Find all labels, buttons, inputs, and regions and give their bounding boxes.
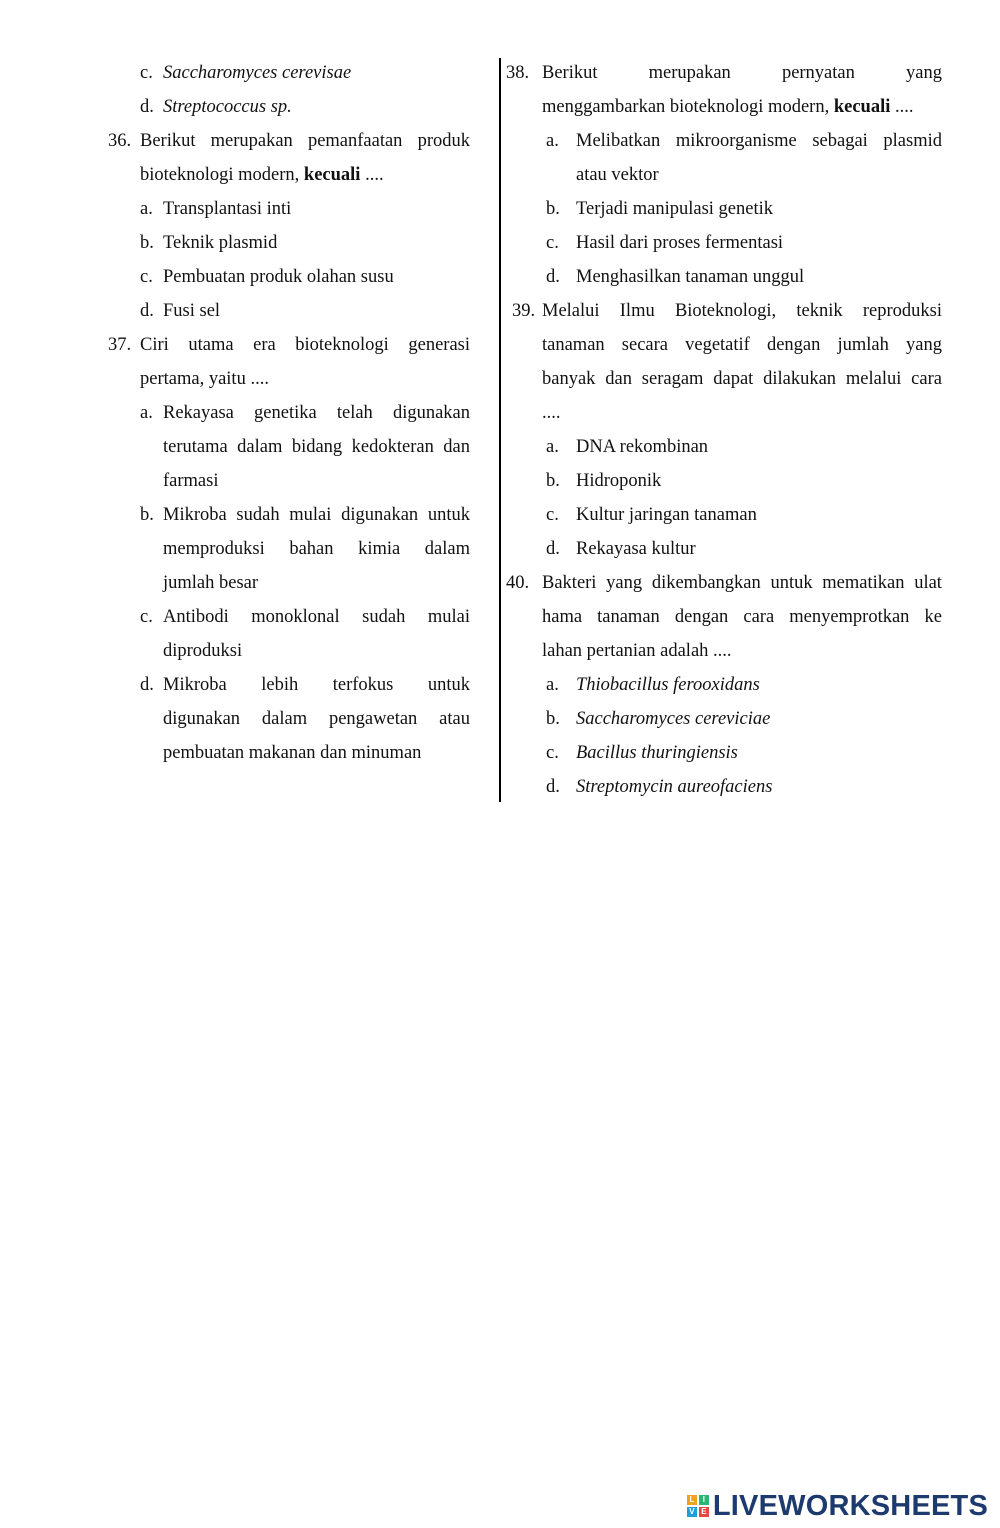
option-text: Saccharomyces cereviciae [576,709,771,729]
question-number: 39. [512,301,536,321]
q38-stem-line2 [506,90,942,124]
left-column [108,56,470,770]
logo-tile: E [699,1507,709,1517]
option-text: farmasi [163,471,219,491]
option-text: Menghasilkan tanaman unggul [576,267,805,287]
question-stem-ellipsis: .... [365,165,384,185]
q37-option-a [108,396,470,430]
option-text: Streptococcus sp. [163,97,292,117]
question-stem-line: banyak dan seragam dapat dilakukan melalui cara [542,369,942,389]
question-stem-line: Berikut merupakan pemanfaatan produk [140,131,470,151]
option-text: Hidroponik [576,471,662,491]
option-label: b. [140,505,154,525]
option-label: a. [546,131,559,151]
option-label: c. [546,743,559,763]
option-text: Mikroba lebih terfokus untuk [163,675,470,695]
option-text: Hasil dari proses fermentasi [576,233,784,253]
logo-tile: V [687,1507,697,1517]
q39-stem [506,294,942,328]
q38-option-a-line2 [506,158,942,192]
q37-option-d [108,668,470,702]
option-label: a. [546,437,559,457]
option-label: d. [546,777,560,797]
q37-option-b [108,498,470,532]
q37-option-c-line2 [108,634,470,668]
liveworksheets-logo [687,1488,988,1524]
option-label: d. [546,267,560,287]
q40-option-a [506,668,942,702]
q37-option-b-line3 [108,566,470,600]
q38-option-a [506,124,942,158]
option-text: Streptomycin aureofaciens [576,777,773,797]
q36-option-c [108,260,470,294]
logo-wordmark: LIVEWORKSHEETS [712,1489,988,1522]
question-stem-text: pertama, yaitu .... [140,369,269,389]
option-label: a. [546,675,559,695]
q36-option-b [108,226,470,260]
option-text: Saccharomyces cerevisae [163,63,352,83]
q40-stem [506,566,942,600]
right-column [506,56,942,804]
q37-stem [108,328,470,362]
q39-option-d [506,532,942,566]
option-label: d. [140,97,154,117]
q39-option-b [506,464,942,498]
question-stem-ellipsis: .... [894,97,914,117]
question-stem-line: tanaman secara vegetatif dengan jumlah yang [542,335,942,355]
q40-option-b [506,702,942,736]
option-text: Fusi sel [163,301,221,321]
q39-stem-line4 [506,396,942,430]
q37-option-b-line2 [108,532,470,566]
option-text: Terjadi manipulasi genetik [576,199,774,219]
question-stem-line: hama tanaman dengan cara menyemprotkan ke [542,607,942,627]
q36-stem-line2 [108,158,470,192]
question-stem-line: Ciri utama era bioteknologi generasi [140,335,470,355]
option-label: c. [546,505,559,525]
question-stem-line: Berikut merupakan pernyatan yang [542,63,942,83]
question-stem-emphasis: kecuali [303,165,361,185]
option-label: a. [140,403,153,423]
option-label: c. [546,233,559,253]
question-stem-line: Melalui Ilmu Bioteknologi, teknik reproduksi [542,301,942,321]
option-text: pembuatan makanan dan minuman [163,743,422,763]
q35-option-c [108,56,470,90]
logo-tile: I [699,1495,709,1505]
option-text: Kultur jaringan tanaman [576,505,757,525]
option-label: d. [140,675,154,695]
option-text: Bacillus thuringiensis [576,743,738,763]
option-text: Teknik plasmid [163,233,278,253]
question-stem-line: Bakteri yang dikembangkan untuk mematikan ulat [542,573,942,593]
question-number: 38. [506,63,530,83]
option-text: DNA rekombinan [576,437,709,457]
option-text: Antibodi monoklonal sudah mulai [163,607,470,627]
q40-stem-line3 [506,634,942,668]
q35-option-d [108,90,470,124]
q38-option-c [506,226,942,260]
liveworksheets-logo-icon [687,1495,709,1517]
option-label: c. [140,607,153,627]
q38-option-b [506,192,942,226]
question-stem-text: .... [542,403,561,423]
q39-stem-line2 [506,328,942,362]
q38-stem [506,56,942,90]
q37-option-c [108,600,470,634]
option-text: Pembuatan produk olahan susu [163,267,394,287]
question-stem-text: bioteknologi modern, [140,165,300,185]
q37-option-d-line3 [108,736,470,770]
q37-stem-line2 [108,362,470,396]
option-text: Transplantasi inti [163,199,292,219]
option-label: b. [546,199,560,219]
option-text: digunakan dalam pengawetan atau [163,709,470,729]
option-text: Thiobacillus ferooxidans [576,675,760,695]
option-text: jumlah besar [163,573,259,593]
q39-stem-line3 [506,362,942,396]
option-label: d. [546,539,560,559]
logo-tile: L [687,1495,697,1505]
option-label: a. [140,199,153,219]
option-text: Rekayasa kultur [576,539,696,559]
option-text: Mikroba sudah mulai digunakan untuk [163,505,470,525]
q37-option-a-line3 [108,464,470,498]
q37-option-d-line2 [108,702,470,736]
question-number: 37. [108,335,132,355]
option-text: diproduksi [163,641,243,661]
q38-option-d [506,260,942,294]
question-number: 36. [108,131,132,151]
question-stem-emphasis: kecuali [833,97,891,117]
question-stem-text: lahan pertanian adalah .... [542,641,732,661]
q36-option-d [108,294,470,328]
option-label: c. [140,63,153,83]
q39-option-c [506,498,942,532]
q40-option-c [506,736,942,770]
column-divider [499,58,501,802]
q36-option-a [108,192,470,226]
option-text: Melibatkan mikroorganisme sebagai plasmid [576,131,942,151]
q39-option-a [506,430,942,464]
question-number: 40. [506,573,530,593]
option-text: memproduksi bahan kimia dalam [163,539,470,559]
option-label: c. [140,267,153,287]
option-label: b. [546,709,560,729]
q37-option-a-line2 [108,430,470,464]
option-label: b. [140,233,154,253]
q40-stem-line2 [506,600,942,634]
option-text: Rekayasa genetika telah digunakan [163,403,470,423]
option-label: b. [546,471,560,491]
option-label: d. [140,301,154,321]
q40-option-d [506,770,942,804]
option-text: atau vektor [576,165,659,185]
option-text: terutama dalam bidang kedokteran dan [163,437,470,457]
question-stem-text: menggambarkan bioteknologi modern, [542,97,830,117]
q36-stem [108,124,470,158]
